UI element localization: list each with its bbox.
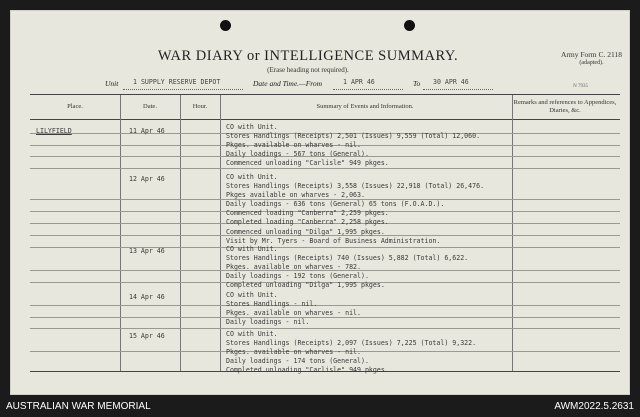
- col-remarks-header: Remarks and references to Appendices, Diaries, &c.: [513, 99, 617, 114]
- entry-date: 11 Apr 46: [129, 127, 165, 135]
- entry-date: 12 Apr 46: [129, 175, 165, 183]
- page-title: WAR DIARY or INTELLIGENCE SUMMARY.: [157, 48, 459, 64]
- entry-text: [226, 330, 476, 375]
- entry-line: CO with Unit.: [226, 291, 278, 299]
- form-note: (adapted).: [579, 60, 604, 66]
- unit-value: 1 SUPPLY RESERVE DEPOT: [133, 78, 221, 86]
- entry-line: Commenced unloading "Carlisle" 949 pkges.: [226, 159, 389, 168]
- entry-line: Completed loading "Canberra" 2,258 pkges.: [226, 218, 389, 227]
- unit-date-line: [105, 79, 575, 91]
- item-reference: AWM2022.5.2631: [554, 401, 634, 412]
- entry-text: [226, 245, 468, 290]
- form-reference: [561, 50, 622, 66]
- col-summary-header: Summary of Events and Information.: [316, 103, 414, 111]
- entry-line: Pkges. available on wharves - 782.: [226, 263, 361, 272]
- entry-line: CO with Unit.: [226, 173, 278, 181]
- entry-line: Stores Handlings (Receipts) 740 (Issues) 5,882 (Total) 6,622.: [226, 254, 469, 263]
- punch-hole-right: [404, 20, 415, 31]
- entry-text: [226, 173, 484, 246]
- entry-line: Stores Handlings (Receipts) 2,501 (Issues) 9,559 (Total) 12,060.: [226, 132, 481, 141]
- col-hour-header: Hour.: [192, 103, 208, 111]
- entry-line: Completed unloading "Carlisle" 949 pkges.: [226, 366, 389, 375]
- entry-line: Daily loadings - nil.: [226, 318, 310, 327]
- entry-line: Pkges. available on wharves - nil.: [226, 141, 361, 150]
- table-header: [30, 95, 620, 120]
- datetime-label: Date and Time.—From: [253, 79, 323, 88]
- entry-line: Commenced loading "Canberra" 2,259 pkges.: [226, 209, 389, 218]
- diary-table: [30, 94, 620, 375]
- entry-line: Daily loadings - 636 tons (General) 65 tons (F.O.A.D.).: [226, 200, 445, 209]
- form-number: Army Form C. 2118: [561, 50, 622, 59]
- entry-line: Pkges. available on wharves - nil.: [226, 309, 361, 318]
- entry-text: [226, 123, 480, 168]
- entry-line: CO with Unit.: [226, 245, 278, 253]
- entry-line: Daily loadings - 192 tons (General).: [226, 272, 369, 281]
- entry-line: Stores Handlings (Receipts) 2,097 (Issues) 7,225 (Total) 9,322.: [226, 339, 477, 348]
- unit-label: Unit: [105, 79, 119, 88]
- punch-hole-left: [220, 20, 231, 31]
- entry-text: [226, 291, 361, 327]
- to-date: 30 APR 46: [433, 78, 469, 86]
- archive-footer: [0, 395, 640, 417]
- diary-page: [10, 10, 630, 395]
- entry-line: CO with Unit.: [226, 330, 278, 338]
- entry-date: 15 Apr 46: [129, 332, 165, 340]
- entry-line: Pkges available on wharves - 2,063.: [226, 191, 365, 200]
- from-date: 1 APR 46: [343, 78, 375, 86]
- entry-line: Stores Handlings (Receipts) 3,558 (Issues) 22,918 (Total) 26,476.: [226, 182, 485, 191]
- to-label: To: [413, 79, 421, 88]
- entry-line: Daily loadings - 567 tons (General).: [226, 150, 369, 159]
- entry-line: Daily loadings - 174 tons (General).: [226, 357, 369, 366]
- entry-line: CO with Unit.: [226, 123, 278, 131]
- entry-line: Visit by Mr. Tyers - Board of Business Administration.: [226, 236, 441, 245]
- entry-line: Completed unloading "Dilga" 1,995 pkges.: [226, 281, 385, 290]
- col-date-header: Date.: [143, 103, 157, 111]
- entry-line: Pkges. available on wharves - nil.: [226, 348, 361, 357]
- entry-date: 13 Apr 46: [129, 247, 165, 255]
- page-subtitle: (Erase heading not required).: [267, 66, 349, 74]
- place-name: LILYFIELD: [36, 127, 72, 135]
- entry-line: Commenced unloading "Dilga" 1,995 pkges.: [226, 227, 385, 236]
- print-code: N 7935: [573, 84, 588, 89]
- col-place-header: Place.: [67, 103, 83, 111]
- entry-line: Stores Handlings - nil.: [226, 300, 318, 309]
- institution-name: AUSTRALIAN WAR MEMORIAL: [6, 401, 151, 412]
- entry-date: 14 Apr 46: [129, 293, 165, 301]
